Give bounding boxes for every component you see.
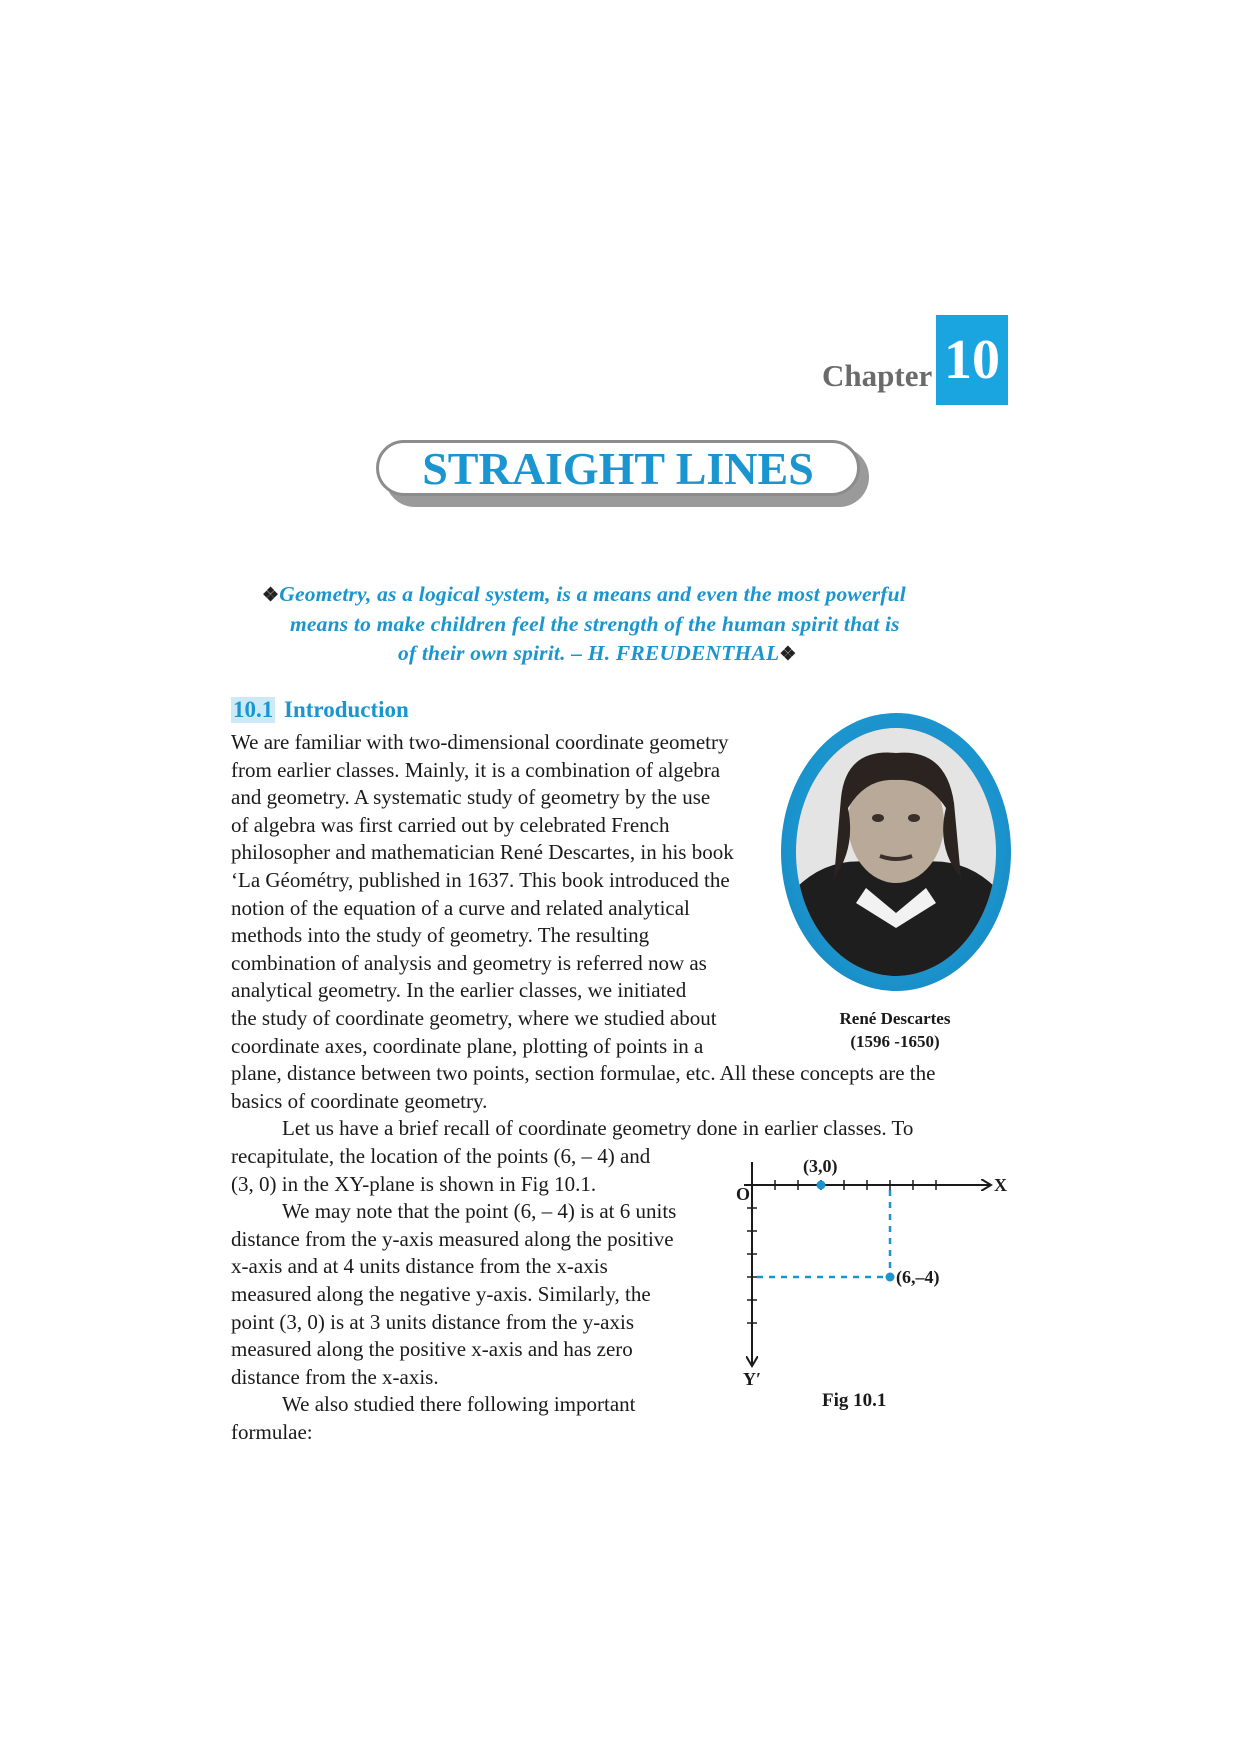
- intro-line: of algebra was first carried out by celebrated French: [231, 812, 670, 837]
- coordinate-diagram: [700, 1150, 1010, 1390]
- intro-line: notion of the equation of a curve and related analytical: [231, 895, 690, 920]
- point-6-neg4-label: (6,–4): [896, 1267, 940, 1287]
- intro-paragraph: [231, 729, 757, 1060]
- portrait-name: René Descartes: [839, 1009, 951, 1028]
- intro-line: from earlier classes. Mainly, it is a combination of algebra: [231, 757, 721, 782]
- intro-line: ‘La Géométry, published in 1637. This book introduced the: [231, 867, 730, 892]
- diamond-ornament-icon: ❖: [779, 644, 797, 665]
- point-3-0: [817, 1181, 826, 1190]
- intro-full-line: plane, distance between two points, section formulae, etc. All these concepts are the: [231, 1061, 936, 1085]
- note-line: x-axis and at 4 units distance from the x-axis: [231, 1254, 608, 1279]
- note-first-line: We may note that the point (6, – 4) is at 6 units: [282, 1199, 677, 1224]
- note-line: point (3, 0) is at 3 units distance from the y-axis: [231, 1309, 635, 1334]
- quote-line-2: means to make children feel the strength of the human spirit that is: [290, 612, 900, 636]
- formula-last-line: formulae:: [231, 1419, 313, 1444]
- origin-label: O: [736, 1184, 751, 1204]
- note-line: measured along the negative y-axis. Similarly, the: [231, 1281, 651, 1306]
- point-6-neg4: [886, 1273, 895, 1282]
- quote-line-3: [398, 641, 797, 666]
- intro-line: methods into the study of geometry. The resulting: [231, 923, 650, 948]
- chapter-label: Chapter: [822, 358, 933, 393]
- chapter-number: 10: [936, 315, 1008, 405]
- x-axis-label: X: [994, 1175, 1007, 1195]
- recall-line: Let us have a brief recall of coordinate geometry done in earlier classes. To: [282, 1116, 914, 1141]
- y-axis-label: Y′: [743, 1369, 762, 1389]
- formula-first-line: We also studied there following important: [282, 1392, 636, 1417]
- figure-10-1: [700, 1150, 1010, 1395]
- intro-line: coordinate axes, coordinate plane, plotting of points in a: [231, 1033, 704, 1058]
- section-title: Introduction: [284, 697, 409, 722]
- note-line: distance from the x-axis.: [231, 1364, 439, 1389]
- intro-full-line: basics of coordinate geometry.: [231, 1088, 488, 1113]
- intro-line: combination of analysis and geometry is referred now as: [231, 950, 707, 975]
- chapter-title: STRAIGHT LINES: [376, 440, 860, 496]
- quote-line-1: [262, 582, 906, 607]
- recall-text-line: (3, 0) in the XY-plane is shown in Fig 10.1.: [231, 1171, 597, 1196]
- note-line: distance from the y-axis measured along the positive: [231, 1226, 674, 1251]
- quote-text-1: Geometry, as a logical system, is a means and even the most powerful: [279, 582, 906, 606]
- recall-text-line: recapitulate, the location of the points (6, – 4) and: [231, 1144, 651, 1168]
- diamond-ornament-icon: ❖: [262, 585, 280, 606]
- portrait-illustration: [796, 728, 996, 976]
- intro-line: philosopher and mathematician René Descartes, in his book: [231, 840, 734, 865]
- figure-caption: Fig 10.1: [822, 1390, 887, 1411]
- intro-line: We are familiar with two-dimensional coordinate geometry: [231, 730, 729, 754]
- intro-line: and geometry. A systematic study of geometry by the use: [231, 785, 711, 810]
- quote-text-3: of their own spirit. – H. FREUDENTHAL: [398, 641, 780, 665]
- intro-line: the study of coordinate geometry, where we studied about: [231, 1005, 717, 1030]
- intro-line: analytical geometry. In the earlier classes, we initiated: [231, 978, 687, 1003]
- recall-paragraph: [231, 1143, 701, 1447]
- point-3-0-label: (3,0): [803, 1156, 838, 1176]
- note-line: measured along the positive x-axis and has zero: [231, 1337, 633, 1362]
- portrait-image: [796, 728, 996, 976]
- intro-continuation: [231, 1060, 1003, 1143]
- portrait-years: (1596 -1650): [850, 1032, 940, 1051]
- section-number: 10.1: [233, 697, 274, 722]
